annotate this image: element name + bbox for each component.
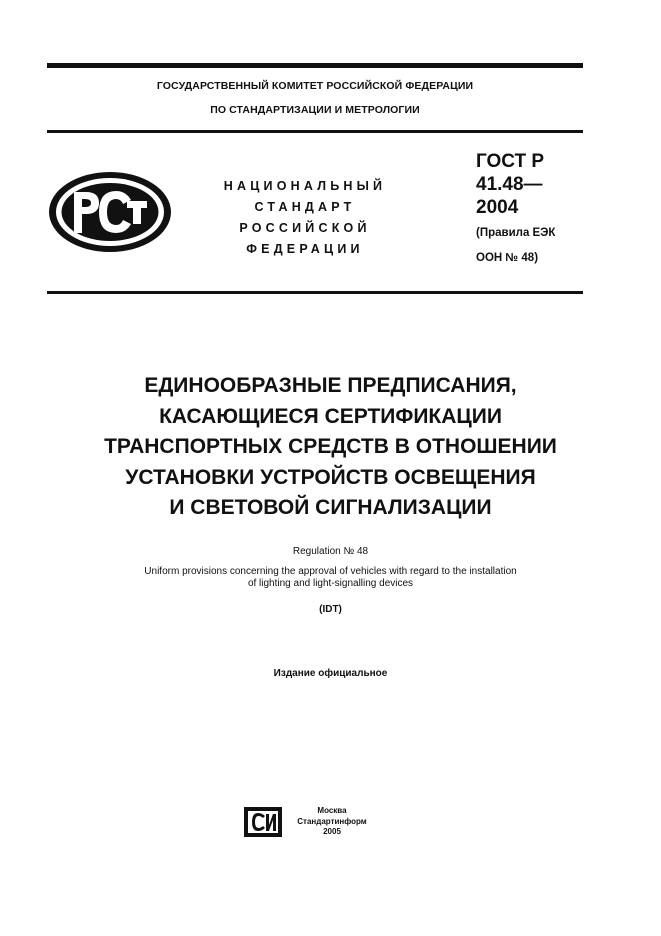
regulation-number: Regulation № 48: [292, 546, 369, 557]
publisher-info: [292, 806, 372, 838]
national-line-4: ФЕДЕРАЦИИ: [246, 242, 364, 256]
gost-line-2: 41.48—: [476, 174, 543, 195]
english-title: [80, 566, 581, 590]
gost-r-logo-icon: [47, 170, 173, 254]
title-line-5: И СВЕТОВОЙ СИГНАЛИЗАЦИИ: [169, 496, 492, 519]
title-line-2: КАСАЮЩИЕСЯ СЕРТИФИКАЦИИ: [159, 404, 502, 428]
top-rule: [47, 63, 583, 68]
english-line-2: of lighting and light-signalling devices: [247, 578, 414, 589]
block-divider: [47, 291, 583, 294]
national-line-1: НАЦИОНАЛЬНЫЙ: [223, 179, 387, 193]
idt-marker: (IDT): [319, 604, 342, 615]
rules-line-1: (Правила ЕЭК: [476, 227, 556, 239]
rules-line-2: ООН № 48): [476, 252, 539, 264]
edition-label: Издание официальное: [273, 668, 388, 679]
publisher-name: Стандартинформ: [297, 816, 367, 826]
committee-name-line1: ГОСУДАРСТВЕННЫЙ КОМИТЕТ РОССИЙСКОЙ ФЕДЕРАЦИИ: [156, 80, 474, 92]
header-divider: [47, 130, 583, 133]
gost-line-1: ГОСТ Р: [476, 151, 545, 172]
standartinform-logo-icon: [244, 807, 282, 837]
publisher-city: Москва: [317, 806, 347, 815]
gost-line-3: 2004: [476, 197, 519, 218]
national-line-2: СТАНДАРТ: [254, 200, 356, 214]
title-line-1: ЕДИНООБРАЗНЫЕ ПРЕДПИСАНИЯ,: [144, 374, 517, 397]
national-standard-label: [210, 176, 400, 260]
national-line-3: РОССИЙСКОЙ: [239, 221, 371, 235]
title-line-4: УСТАНОВКИ УСТРОЙСТВ ОСВЕЩЕНИЯ: [125, 465, 536, 489]
publisher-year: 2005: [323, 827, 341, 836]
committee-name-line2: ПО СТАНДАРТИЗАЦИИ И МЕТРОЛОГИИ: [210, 104, 420, 116]
document-title: [40, 371, 621, 524]
english-line-1: Uniform provisions concerning the approval of vehicles with regard to the installation: [144, 566, 517, 577]
gost-designation: [476, 150, 555, 269]
title-line-3: ТРАНСПОРТНЫХ СРЕДСТВ В ОТНОШЕНИИ: [104, 435, 557, 458]
